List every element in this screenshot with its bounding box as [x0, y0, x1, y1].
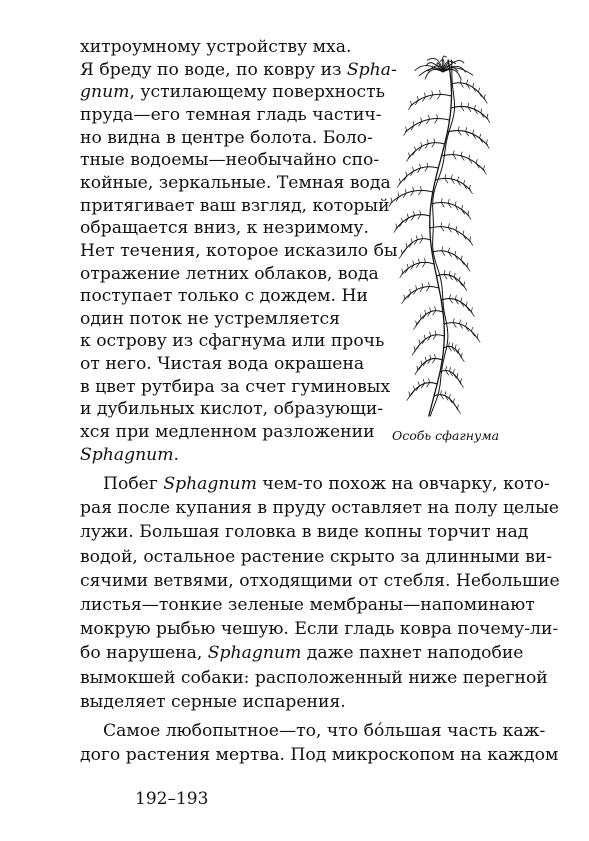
leaf-serration [424, 335, 425, 339]
leaf-serration [416, 321, 417, 325]
text-line [80, 330, 384, 352]
leaf-serration [438, 94, 441, 99]
text-run: даже пахнет наподобие [301, 643, 524, 664]
leaf-serration [440, 90, 441, 94]
leaf-serration [453, 370, 454, 374]
leaf-serration [405, 189, 406, 193]
italic-text-run: gnum [80, 82, 130, 103]
italic-text-run: Sphagnum [163, 474, 257, 494]
leaf-serration [417, 344, 420, 349]
leaf-serration [427, 140, 428, 144]
leaf-serration [416, 286, 417, 290]
leaf-serration [396, 224, 397, 228]
leaf-serration [406, 127, 407, 131]
text-run: притягивает ваш взгляд, который [80, 195, 390, 216]
leaf-serration [453, 155, 456, 160]
leaf-serration [469, 185, 470, 189]
italic-text-run: Sphagnum [80, 444, 174, 465]
leaf-serration [470, 241, 473, 246]
leaf-serration [457, 374, 458, 378]
leaf-serration [458, 352, 461, 357]
leaf-serration [453, 151, 454, 155]
leaf-serration [399, 179, 400, 183]
leaf-serration [468, 215, 471, 220]
leaf-serration [404, 131, 407, 136]
text-run: к острову из сфагнума или прочь [80, 331, 385, 352]
text-line [80, 263, 379, 285]
leaf-serration [455, 202, 456, 206]
leaf-serration [484, 99, 487, 104]
leaf-serration [427, 163, 428, 167]
leaf-serration [473, 130, 474, 134]
leaf-serration [409, 153, 410, 157]
leaf-serration [430, 355, 431, 359]
text-line [80, 240, 398, 262]
text-run: но видна в центре болота. Боло- [80, 127, 373, 148]
leaf-serration [430, 308, 431, 312]
text-line [80, 521, 529, 543]
leaf-serration [449, 394, 450, 398]
leaf-serration [414, 386, 415, 390]
leaf-serration [435, 354, 436, 358]
leaf-serration [464, 282, 465, 286]
leaf-serration [394, 228, 397, 233]
italic-text-run: Sphagnum [207, 643, 302, 664]
text-run: Я бреду по воде, по ковру из [80, 59, 347, 80]
leaf-serration [461, 256, 462, 260]
italic-text-run: Spha- [346, 59, 397, 80]
leaf-serration [468, 211, 469, 215]
hanging-branch [435, 178, 470, 190]
hanging-branch [406, 119, 450, 133]
leaf-serration [422, 283, 423, 287]
hanging-branch [451, 106, 488, 119]
leaf-serration [466, 302, 467, 306]
leaf-serration [446, 367, 447, 371]
leaf-serration [412, 351, 415, 356]
page-number: 192–193 [135, 789, 209, 809]
text-run: бо нарушена, [80, 643, 208, 664]
text-run: хся при медленном разложении [80, 422, 375, 443]
text-line [80, 594, 535, 616]
hanging-branch [430, 227, 471, 242]
leaf-serration [421, 142, 422, 146]
leaf-serration [472, 327, 473, 331]
leaf-serration [416, 236, 417, 240]
text-run: обращается вниз, к незримому. [80, 218, 369, 239]
leaf-serration [420, 211, 421, 215]
leaf-serration [402, 299, 405, 304]
hanging-branch [431, 203, 469, 217]
leaf-serration [450, 367, 451, 371]
leaf-serration [413, 167, 414, 171]
leaf-serration [435, 331, 436, 335]
text-run: хитроумному устройству мха. [80, 37, 352, 57]
text-line [103, 720, 546, 742]
leaf-serration [460, 320, 461, 324]
leaf-serration [425, 258, 426, 262]
leaf-serration [480, 134, 481, 138]
leaf-serration [442, 247, 443, 251]
leaf-serration [423, 262, 426, 267]
leaf-serration [414, 212, 415, 216]
leaf-serration [451, 175, 452, 179]
leaf-serration [425, 310, 426, 314]
hanging-branch [411, 94, 452, 106]
leaf-serration [423, 380, 424, 384]
text-line [80, 59, 397, 81]
leaf-serration [444, 270, 445, 274]
head-branch [419, 68, 443, 75]
text-run: один поток не устремляется [80, 308, 340, 329]
leaf-serration [406, 172, 407, 176]
leaf-serration [391, 198, 392, 202]
leaf-serration [481, 109, 482, 113]
leaf-serration [454, 273, 455, 277]
leaf-serration [461, 298, 462, 302]
text-run: мокрую рыбью чешую. Если гладь ковра почему-ли- [80, 619, 559, 640]
leaf-serration [400, 273, 403, 278]
leaf-serration [450, 299, 453, 304]
leaf-serration [460, 383, 463, 388]
leaf-serration [469, 189, 472, 194]
leaf-serration [415, 147, 416, 151]
leaf-serration [415, 370, 418, 375]
hanging-branch [404, 287, 439, 301]
leaf-serration [483, 170, 486, 175]
leaf-serration [460, 79, 461, 83]
leaf-serration [455, 296, 456, 300]
hanging-branch [414, 335, 444, 352]
leaf-serration [464, 286, 467, 291]
leaf-serration [434, 139, 435, 143]
text-run: от него. Чистая вода окрашена [80, 354, 365, 375]
leaf-serration [429, 283, 430, 287]
text-run: водой, остальное растение скрыто за длинными ви- [80, 546, 553, 567]
text-run: и дубильных кислот, образующи- [80, 399, 384, 420]
hanging-branch [409, 143, 445, 158]
text-line [80, 618, 559, 640]
hanging-branch [442, 155, 485, 171]
leaf-serration [420, 315, 421, 319]
text-line [80, 546, 553, 568]
leaf-serration [473, 83, 474, 87]
leaf-serration [441, 199, 442, 203]
leaf-serration [455, 251, 456, 255]
leaf-serration [459, 277, 460, 281]
leaf-serration [483, 166, 484, 170]
stem-strand [429, 60, 452, 416]
text-line [80, 127, 373, 149]
leaf-serration [404, 295, 405, 299]
sphagnum-illustration [375, 40, 505, 425]
leaf-serration [407, 396, 410, 401]
leaf-serration [399, 254, 402, 258]
text-line [80, 353, 364, 375]
leaf-serration [429, 115, 430, 119]
hanging-branch [396, 215, 430, 229]
leaf-serration [401, 250, 402, 254]
leaf-serration [461, 106, 464, 111]
leaf-serration [448, 248, 449, 252]
leaf-serration [464, 180, 465, 184]
leaf-serration [445, 174, 446, 178]
text-run: лужи. Большая головка в виде копны торчит над [80, 522, 529, 543]
leaf-serration [474, 105, 475, 109]
text-run: в цвет рутбира за счет гуминовых [80, 376, 391, 397]
text-run: Самое любопытное—то, что бóльшая часть каж- [103, 721, 546, 741]
text-line [80, 444, 179, 466]
leaf-serration [467, 267, 470, 272]
leaf-serration [456, 226, 457, 230]
leaf-serration [479, 88, 480, 92]
leaf-serration [461, 353, 462, 357]
leaf-serration [419, 259, 420, 263]
leaf-serration [445, 178, 448, 183]
text-line [80, 421, 375, 443]
leaf-serration [452, 343, 453, 347]
leaf-serration [413, 261, 414, 265]
hanging-branch [402, 262, 434, 274]
leaf-serration [445, 392, 446, 396]
leaf-serration [462, 206, 463, 210]
text-run: поступает только с дождем. Ни [80, 286, 368, 307]
leaf-serration [413, 122, 414, 126]
text-run: тные водоемы—необычайно спо- [80, 150, 380, 171]
leaf-serration [421, 118, 422, 122]
text-line [80, 570, 560, 592]
leaf-serration [417, 96, 418, 100]
leaf-serration [407, 264, 408, 268]
leaf-serration [457, 405, 458, 409]
leaf-serration [455, 345, 456, 349]
leaf-serration [453, 319, 454, 323]
text-line [80, 195, 390, 217]
figure-caption: Особь сфагнума [392, 428, 500, 443]
leaf-serration [457, 378, 460, 383]
leaf-serration [413, 187, 414, 191]
hanging-branch [432, 251, 468, 268]
leaf-serration [486, 140, 487, 144]
text-line [80, 667, 548, 689]
leaf-serration [467, 263, 468, 267]
leaf-serration [407, 157, 410, 162]
text-line [80, 497, 559, 519]
text-run: пруда—его темная гладь частич- [80, 104, 382, 125]
leaf-serration [468, 103, 469, 107]
text-run: рая после купания в пруду оставляет на полу целые [80, 498, 559, 519]
text-line [80, 376, 390, 398]
text-run: вымокшей собаки: расположенный ниже перегной [80, 667, 548, 688]
leaf-serration [418, 382, 419, 386]
leaf-serration [437, 115, 438, 119]
leaf-serration [419, 190, 422, 195]
leaf-serration [458, 348, 459, 352]
leaf-serration [476, 159, 477, 163]
leaf-serration [402, 218, 403, 222]
text-run: Нет течения, которое исказило бы [80, 240, 398, 261]
leaf-serration [411, 101, 412, 105]
hanging-branch [451, 83, 485, 100]
leaf-serration [432, 91, 433, 95]
text-run: листья—тонкие зеленые мембраны—напоминают [80, 595, 535, 615]
leaf-serration [441, 391, 442, 395]
leaf-serration [449, 342, 450, 346]
leaf-serration [461, 152, 462, 156]
text-line [103, 473, 550, 495]
leaf-serration [449, 271, 450, 275]
text-run: дого растения мертва. Под микроскопом на каждом [80, 745, 559, 766]
leaf-serration [460, 379, 461, 383]
text-line [80, 285, 368, 307]
text-run: выделяет серные испарения. [80, 691, 346, 712]
leaf-serration [398, 193, 399, 197]
leaf-serration [421, 361, 422, 365]
leaf-serration [418, 215, 421, 220]
leaf-serration [435, 307, 436, 311]
leaf-serration [411, 239, 412, 243]
leaf-serration [461, 357, 464, 362]
text-line [80, 398, 383, 420]
hanging-branch [447, 131, 487, 145]
leaf-serration [466, 128, 467, 132]
hanging-branch [399, 167, 438, 184]
leaf-serration [414, 325, 417, 330]
leaf-serration [435, 119, 438, 124]
text-line [80, 217, 369, 239]
leaf-serration [471, 308, 472, 312]
text-line [80, 308, 340, 330]
leaf-serration [453, 403, 456, 408]
leaf-serration [404, 247, 407, 252]
text-run: сячими ветвями, отходящими от стебля. Небольшие [80, 570, 560, 591]
leaf-serration [448, 199, 449, 203]
leaf-serration [441, 223, 442, 227]
text-line [80, 149, 379, 171]
leaf-serration [470, 237, 471, 241]
leaf-serration [458, 177, 459, 181]
leaf-serration [469, 155, 470, 159]
leaf-serration [422, 235, 423, 239]
text-line [80, 104, 382, 126]
leaf-serration [486, 144, 489, 149]
text-line [80, 642, 524, 664]
text-run: чем-то похож на овчарку, кото- [256, 474, 550, 494]
leaf-serration [453, 399, 454, 403]
text-line [80, 81, 385, 103]
leaf-serration [450, 295, 451, 299]
leaf-serration [477, 334, 478, 338]
leaf-serration [419, 340, 420, 344]
leaf-serration [397, 183, 400, 188]
leaf-serration [487, 118, 490, 123]
hanging-branch [402, 239, 431, 255]
leaf-serration [461, 102, 462, 106]
leaf-serration [406, 243, 407, 247]
hanging-branch [441, 299, 472, 313]
text-run: койные, зеркальные. Темная вода [80, 172, 391, 193]
leaf-serration [430, 332, 431, 336]
leaf-serration [463, 231, 464, 235]
leaf-serration [409, 392, 410, 396]
leaf-serration [458, 127, 459, 131]
text-run: отражение летних облаков, вода [80, 263, 379, 284]
leaf-serration [425, 93, 426, 97]
leaf-serration [467, 80, 468, 84]
text-run: . [173, 444, 180, 465]
leaf-serration [425, 357, 426, 361]
hanging-branch [444, 323, 478, 339]
leaf-serration [417, 366, 418, 370]
leaf-serration [457, 409, 460, 414]
leaf-serration [487, 114, 488, 118]
leaf-serration [429, 379, 430, 383]
text-run: , устилающему поверхность [129, 82, 385, 103]
leaf-serration [410, 290, 411, 294]
leaf-serration [471, 312, 474, 317]
hanging-branch [391, 190, 433, 203]
leaf-serration [427, 287, 430, 292]
leaf-serration [407, 214, 408, 218]
leaf-serration [420, 164, 421, 168]
leaf-serration [448, 224, 449, 228]
text-line [80, 172, 391, 194]
leaf-serration [414, 347, 415, 351]
leaf-serration [418, 319, 421, 324]
text-run: Побег [103, 474, 164, 494]
leaf-serration [458, 131, 461, 136]
leaf-serration [441, 203, 444, 208]
leaf-serration [421, 186, 422, 190]
text-line [80, 36, 351, 58]
leaf-serration [477, 338, 480, 343]
text-line [80, 691, 346, 713]
leaf-serration [466, 323, 467, 327]
leaf-serration [484, 95, 485, 99]
leaf-serration [402, 269, 403, 273]
text-line [80, 744, 559, 766]
